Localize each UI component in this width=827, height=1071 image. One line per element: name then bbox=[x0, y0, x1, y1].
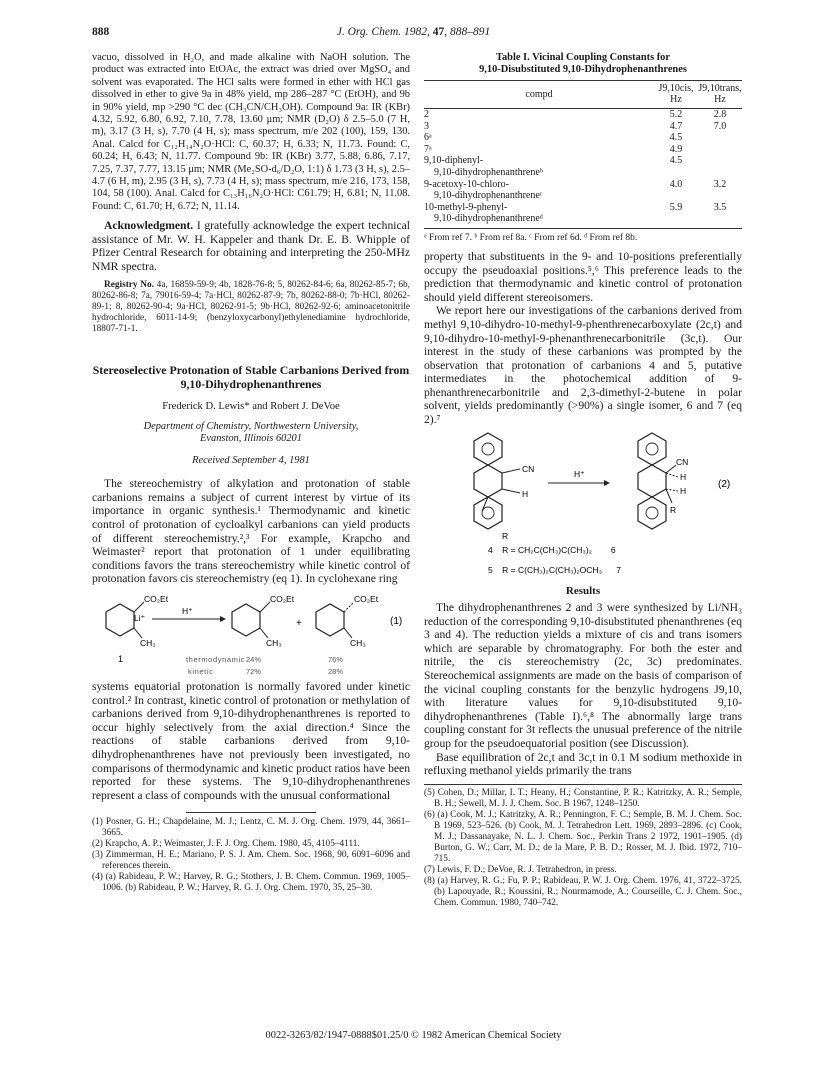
eq1-co2et-b: CO₂Et bbox=[270, 594, 295, 605]
eq1-thermo-label: thermodynamic bbox=[186, 655, 246, 665]
footnote: (3) Zimmerman, H. E.; Mariano, P. S. J. Am. Chem. Soc. 1968, 90, 6091–6096 and references therein. bbox=[92, 850, 410, 872]
eq2-h-c: H bbox=[680, 485, 687, 496]
footnote: (6) (a) Cook, M. J.; Katritzky, A. R.; Pennington, F. C.; Semple, B. M. J. Chem. Soc. B 1969, 523–526. (b) Cook, M. J. Tetrahedron Lett. 1969, 2893–2896. (c) Cook, M. J.; Dassanayake, N. L. J. Chem. Soc., Perkin Trans 2 1972, 1901–1905. (d) Burton, G. W.; Carr, M. D.; de la Mare, P. B. D.; Rosser, M. J. Ibid. 1972, 710–715. bbox=[424, 809, 742, 864]
eq1-compound-label: 1 bbox=[118, 654, 124, 665]
table-row bbox=[424, 167, 742, 179]
table-cell: 5.9 bbox=[669, 201, 683, 213]
body-paragraph: Base equilibration of 2c,t and 3c,t in 0.1 M sodium methoxide in refluxing methanol yields primarily the trans bbox=[424, 750, 742, 778]
table-cell: 3.5 bbox=[713, 201, 727, 213]
eq1-kinetic-1: 72% bbox=[246, 667, 262, 677]
page-number: 888 bbox=[92, 26, 110, 38]
registry-text: 4a, 16859-59-9; 4b, 1828-76-8; 5, 80262-84-6; 6a, 80262-85-7; 6b, 80262-86-8; 7a, 79016-59-4; 7a·HCl, 80262-87-9; 7b, 80262-88-0; 7b·HCl, 80262-89-1; 8, 80262-90-4; 9a·HCl, 80262-91-5; 9b·HCl, 80262-92-6; aminoacetonitrile hydrochloride, 6011-14-9; (benzyloxycarbonyl)ethylenediamine hydrochloride, 18807-71-1. bbox=[92, 279, 410, 334]
eq1-co2et-a: CO₂Et bbox=[144, 594, 169, 605]
body-paragraph: The dihydrophenanthrenes 2 and 3 were synthesized by Li/NH₃ reduction of the corresponding 9,10-disubstituted phenanthrenes (eq 3 and 4). The reduction yields a mixture of cis and trans isomers which are separable by chromatography. For both the ester and nitrile, the cis stereochemistry (2c, 3c) predominates. Stereochemical assignments are made on the basis of comparison of the vicinal coupling constants for the benzylic hydrogens J9,10, with literature values for 9,10-disubstituted 9,10-dihydrophenanthrenes (Table I).⁶,⁸ The abnormally large trans coupling constant for 3t reflects the unusual preference of the nitrile group for the pseudoequatorial position (see Discussion). bbox=[424, 601, 742, 750]
footnote: (7) Lewis, F. D.; DeVoe, R. J. Tetrahedron, in press. bbox=[424, 864, 617, 875]
eq1-li: Li⁺ bbox=[134, 613, 146, 624]
eq1-ch3-b: CH₃ bbox=[266, 638, 282, 649]
eq2-row-5: 5 R = C(CH₃)₂C(CH₃)₂OCH₃ 7 bbox=[488, 564, 621, 575]
table-row bbox=[424, 179, 742, 191]
table-cell bbox=[654, 213, 698, 228]
eq2-r-a: R bbox=[502, 530, 509, 541]
article-authors: Frederick D. Lewis* and Robert J. DeVoe bbox=[162, 400, 340, 412]
table-cell bbox=[698, 167, 742, 179]
journal-pages: , 888–891 bbox=[444, 26, 491, 38]
table-cell: 3 bbox=[424, 120, 429, 132]
experimental-continuation: vacuo, dissolved in H₂O, and made alkaline with NaOH solution. The product was extracted into EtOAc, the extract was dried over MgSO₄ and solvent was evaporated. The HCl salts were formed in ether with HCl gas dissolved in ether to give 9a in 48% yield, mp 286–287 °C (EtOH), and 9b in 90% yield, mp >290 °C dec (CH₃CN/CH₃OH). Compound 9a: IR (KBr) 4.32, 5.92, 6.80, 6.92, 7.10, 7.78, 13.60 μm; NMR (D₂O) δ 2.5–5.0 (7 H, m), 3.17 (3 H, s), 7.70 (4 H, s); mass spectrum, m/e 202 (100), 159, 130. Anal. Calcd for C₁₂H₁₄N₂O·HCl: C, 60.37; H, 6.33; N, 11.73. Found: C, 60.24; H, 6.43; N, 11.77. Compound 9b: IR (KBr) 3.77, 5.88, 6.86, 7.17, 7.25, 7.37, 7.77, 13.15 μm; NMR (Me₂SO-d₆/D₂O, 1:1) δ 1.73 (3 H, s), 2.5–4.7 (6 H, m), 2.95 (3 H, s), 7.73 (4 H, s); mass spectrum, m/e 216, 173, 158, 104, 58 (100). Anal. Calcd for C₁₃H₁₆N₂O·HCl: C61.79; H, 6.81; N, 11.08. Found: C, 61.70; H, 6.72; N, 11.14. bbox=[92, 52, 410, 212]
registry-heading: Registry No. bbox=[104, 279, 154, 290]
eq2-cn-b: CN bbox=[676, 456, 689, 467]
footnote: (2) Krapcho, A. P.; Weimaster, J. F. J. Org. Chem. 1980, 45, 4105–4111. bbox=[92, 839, 360, 850]
eq2-number: (2) bbox=[718, 478, 731, 490]
body-paragraph: property that substituents in the 9- and 10-positions preferentially occupy the pseudoaxial positions.⁵,⁶ This preference leads to the prediction that thermodynamic and kinetic control of protonation should yield different stereoisomers. bbox=[424, 249, 742, 304]
coupling-constants-table bbox=[424, 80, 742, 229]
table-cell: 9,10-diphenyl- bbox=[424, 155, 484, 167]
table-cell: 2 bbox=[424, 109, 429, 120]
table-footnotes: ᵃ From ref 7. ᵇ From ref 8a. ᶜ From ref 6d. ᵈ From ref 8b. bbox=[424, 232, 638, 243]
table-row bbox=[424, 190, 742, 202]
table-cell: 9-acetoxy-10-chloro- bbox=[424, 178, 509, 190]
table-cell: 7ᵃ bbox=[424, 143, 432, 155]
eq1-thermo-1: 24% bbox=[246, 655, 262, 665]
table-cell: 4.0 bbox=[669, 178, 683, 190]
eq1-plus: + bbox=[296, 618, 302, 630]
affiliation-line-2: Evanston, Illinois 60201 bbox=[200, 433, 302, 445]
table-cell: 5.2 bbox=[669, 109, 683, 120]
table-header-cis: J9,10cis, Hz bbox=[654, 80, 698, 108]
eq1-number: (1) bbox=[390, 616, 403, 628]
table-cell bbox=[698, 190, 742, 202]
ack-text: I gratefully acknowledge the expert technical assistance of Mr. W. H. Kappeler and thank Dr. E. B. Whipple of Pfizer Central Research for obtaining and interpreting the 250-MHz NMR spectra. bbox=[92, 219, 410, 274]
received-date: Received September 4, 1981 bbox=[192, 454, 310, 466]
journal-citation bbox=[92, 26, 735, 38]
eq1-ch3-a: CH₃ bbox=[140, 638, 156, 649]
table-row bbox=[424, 144, 742, 156]
footnote: (4) (a) Rabideau, P. W.; Harvey, R. G.; Stothers, J. B. Chem. Commun. 1969, 1005–1006. (b) Rabideau, P. W.; Harvey, R. G. J. Org. Chem. 1970, 35, 25–30. bbox=[92, 872, 410, 894]
table-cell bbox=[698, 213, 742, 228]
table-cell: 3.2 bbox=[713, 178, 727, 190]
ack-heading: Acknowledgment. bbox=[104, 219, 194, 233]
affiliation-line-1: Department of Chemistry, Northwestern University, bbox=[143, 421, 359, 433]
footnote: (8) (a) Harvey, R. G.; Fu, P. P.; Rabideau, P. W. J. Org. Chem. 1976, 41, 3722–3725. (b) Lapouyade, R.; Koussini, R.; Nourmamode, A.; Courseille, C. J. Chem. Soc., Chem. Commun. 1980, 740–742. bbox=[424, 875, 742, 908]
table-cell: 9,10-dihydrophenanthreneᵈ bbox=[424, 213, 654, 228]
acknowledgment bbox=[92, 219, 410, 273]
table-cell: 9,10-dihydrophenanthreneᵇ bbox=[434, 166, 543, 178]
eq2-cn-a: CN bbox=[522, 463, 535, 474]
right-column bbox=[424, 52, 742, 909]
table-cell: 4.7 bbox=[669, 120, 683, 132]
intro-continued: systems equatorial protonation is normally favored under kinetic control.² In contrast, kinetic control of protonation or methylation of carbanions derived from 9,10-dihydrophenanthrenes is reported to occur highly selectively from the axial direction.⁴ Since the reactions of stable carbanions derived from 9,10-dihydrophenanthrenes have not previously been investigated, no comparisons of thermodynamic and kinetic product ratios have been reported for these systems. The 9,10-dihydrophenanthrenes represent a class of compounds with the unusual conformational bbox=[92, 680, 410, 802]
eq1-thermo-2: 76% bbox=[328, 655, 344, 665]
eq1-kinetic-label: kinetic bbox=[188, 667, 214, 677]
table-cell bbox=[654, 167, 698, 179]
eq2-h-b: H bbox=[680, 471, 687, 482]
eq1-hplus: H⁺ bbox=[182, 606, 193, 617]
footnote: (5) Cohen, D.; Millar, I. T.; Heany, H.; Constantine, P. R.; Katritzky, A. R.; Semple, B. H.; Sewell, M. J. J. Chem. Soc. B 1967, 1248–1250. bbox=[424, 787, 742, 809]
table-cell: 4.5 bbox=[669, 132, 683, 144]
equation-2-scheme bbox=[424, 429, 742, 579]
eq1-ch3-c: CH₃ bbox=[350, 638, 366, 649]
table-row bbox=[424, 213, 742, 228]
equation-1-scheme bbox=[92, 588, 410, 680]
table-cell bbox=[698, 155, 742, 167]
left-column bbox=[92, 52, 410, 894]
table-row bbox=[424, 155, 742, 167]
affiliation bbox=[92, 421, 410, 446]
article-title: Stereoselective Protonation of Stable Carbanions Derived from 9,10-Dihydrophenanthrenes bbox=[92, 362, 410, 391]
eq2-hplus: H⁺ bbox=[574, 468, 585, 479]
running-header bbox=[92, 26, 735, 42]
eq2-row-4: 4 R = CH₂C(CH₃)C(CH₃)₂ 6 bbox=[488, 544, 616, 555]
eq1-kinetic-2: 28% bbox=[328, 667, 344, 677]
page-footer: 0022-3263/82/1947-0888$01.25/0 © 1982 American Chemical Society bbox=[265, 1030, 562, 1041]
eq2-r-b: R bbox=[670, 504, 677, 515]
table-row bbox=[424, 202, 742, 214]
intro-paragraph: The stereochemistry of alkylation and protonation of stable carbanions remains a subject of current interest by virtue of its importance in organic synthesis.¹ Thermodynamic and kinetic control of protonation of cycloalkyl carbanions can yield products of different stereochemistry.²,³ For example, Krapcho and Weimaster² report that protonation of 1 under equilibrating conditions favors the trans stereochemistry while kinetic control of protonation favors cis stereochemistry (eq 1). In cyclohexane ring bbox=[92, 477, 410, 586]
table-cell: 7.0 bbox=[713, 120, 727, 132]
table-cell: 9,10-dihydrophenanthreneᶜ bbox=[434, 190, 543, 202]
table-title bbox=[424, 52, 742, 77]
table-row bbox=[424, 121, 742, 133]
table-row bbox=[424, 109, 742, 121]
journal-name: J. Org. Chem. bbox=[336, 26, 402, 38]
results-heading: Results bbox=[565, 584, 601, 597]
table-title-line-1: Table I. Vicinal Coupling Constants for bbox=[496, 52, 670, 63]
table-title-line-2: 9,10-Disubstituted 9,10-Dihydrophenanthrenes bbox=[479, 64, 687, 76]
table-header-trans: J9,10trans, Hz bbox=[698, 80, 742, 108]
eq1-co2et-c: CO₂Et bbox=[354, 594, 379, 605]
footnote: (1) Posner, G. H.; Chapdelaine, M. J.; Lentz, C. M. J. Org. Chem. 1979, 44, 3661–3665. bbox=[92, 817, 410, 839]
journal-volume: 47 bbox=[432, 26, 445, 38]
eq2-h-a: H bbox=[522, 488, 529, 499]
table-cell: 4.5 bbox=[669, 155, 683, 167]
table-cell: 2.8 bbox=[713, 109, 727, 120]
table-cell bbox=[698, 132, 742, 144]
registry-numbers bbox=[92, 280, 410, 335]
table-cell: 4.9 bbox=[669, 143, 683, 155]
table-header-compd: compd bbox=[424, 80, 654, 108]
table-cell bbox=[654, 190, 698, 202]
table-cell: 10-methyl-9-phenyl- bbox=[424, 201, 508, 213]
footnotes-right bbox=[424, 788, 742, 909]
body-paragraph: We report here our investigations of the carbanions derived from methyl 9,10-dihydro-10-methyl-9-phenthrenecarboxylate (2c,t) and 9,10-dihydro-10-methyl-9-phenanthrenecarbonitrile (3c,t). Our interest in the study of these carbanions was prompted by the observation that protonation of carbanions 4 and 5, putative intermediates in the photochemical addition of 9-phenanthrenecarbonitrile and 2,3-dimethyl-2-butene in polar solvent, yields predominantly (>90%) a single isomer, 6 and 7 (eq 2).⁷ bbox=[424, 304, 742, 427]
table-cell bbox=[698, 144, 742, 156]
footnotes-left bbox=[92, 817, 410, 894]
journal-year: 1982, bbox=[401, 26, 433, 38]
table-row bbox=[424, 132, 742, 144]
table-cell: 6ᵃ bbox=[424, 132, 432, 144]
